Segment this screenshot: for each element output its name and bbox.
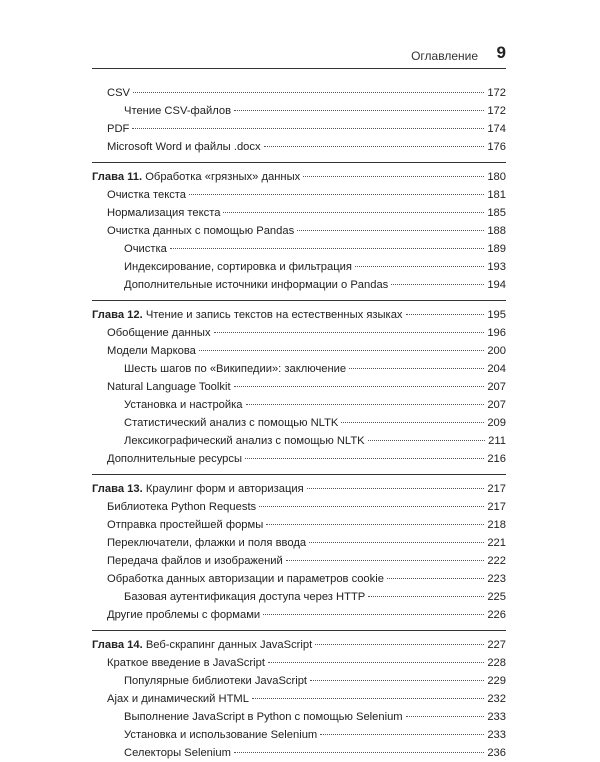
toc-entry-text: Установка и настройка	[124, 399, 243, 411]
toc-entry	[92, 120, 506, 138]
leader-dots	[303, 176, 484, 177]
leader-dots	[387, 578, 484, 579]
leader-dots	[320, 734, 484, 735]
toc-entry-text: Ajax и динамический HTML	[107, 693, 249, 705]
toc-entry-text: Microsoft Word и файлы .docx	[107, 141, 261, 153]
chapter-page: 227	[487, 639, 506, 651]
leader-dots	[341, 422, 484, 423]
toc-entry	[92, 606, 506, 624]
leader-dots	[189, 194, 484, 195]
toc-entry	[92, 570, 506, 588]
chapter-heading	[92, 480, 506, 498]
toc-pre-section	[92, 84, 506, 156]
toc-entry	[92, 654, 506, 672]
chapter-title: Веб-скрапинг данных JavaScript	[145, 639, 313, 651]
toc-entry-page: 221	[487, 537, 506, 549]
running-title: Оглавление	[411, 49, 478, 63]
chapter-title: Чтение и запись текстов на естественных языках	[145, 309, 403, 321]
leader-dots	[315, 644, 484, 645]
toc-entry-page: 228	[487, 657, 506, 669]
toc-entry	[92, 138, 506, 156]
leader-dots	[309, 542, 484, 543]
toc-entry-text: Очистка текста	[107, 189, 187, 201]
leader-dots	[245, 458, 484, 459]
toc-entry	[92, 450, 506, 468]
toc-entry	[92, 516, 506, 534]
toc-entry-text: Очистка данных с помощью Pandas	[107, 225, 295, 237]
toc-entry	[92, 708, 506, 726]
chapter-title: Обработка «грязных» данных	[145, 171, 301, 183]
toc-entry	[92, 102, 506, 120]
toc-entry-text: PDF	[107, 123, 130, 135]
chapter-label: Глава 14.	[92, 639, 143, 651]
toc-entry	[92, 414, 506, 432]
toc-entry	[92, 726, 506, 744]
toc-entry-text: Очистка	[124, 243, 167, 255]
toc-entry-page: 225	[487, 591, 506, 603]
table-of-contents	[92, 84, 506, 762]
leader-dots	[214, 332, 485, 333]
toc-entry-text: Нормализация текста	[107, 207, 221, 219]
toc-entry-page: 209	[487, 417, 506, 429]
toc-entry-page: 172	[487, 87, 506, 99]
page-number: 9	[496, 43, 506, 62]
toc-entry-page: 207	[487, 381, 506, 393]
leader-dots	[266, 524, 484, 525]
toc-entry-page: 174	[487, 123, 506, 135]
toc-entry	[92, 588, 506, 606]
toc-entry	[92, 690, 506, 708]
toc-entry-text: Дополнительные источники информации о Pandas	[124, 279, 389, 291]
leader-dots	[133, 92, 484, 93]
toc-entry-page: 232	[487, 693, 506, 705]
toc-entry	[92, 324, 506, 342]
chapter-page: 195	[487, 309, 506, 321]
toc-entry-text: Обработка данных авторизации и параметров cookie	[107, 573, 384, 585]
chapter-label: Глава 13.	[92, 483, 143, 495]
toc-entry	[92, 672, 506, 690]
toc-entry	[92, 360, 506, 378]
toc-entry-page: 233	[487, 711, 506, 723]
chapter-heading	[92, 306, 506, 324]
leader-dots	[234, 110, 484, 111]
leader-dots	[132, 128, 484, 129]
toc-entry-page: 172	[487, 105, 506, 117]
toc-entry-text: Передача файлов и изображений	[107, 555, 283, 567]
chapter-title: Краулинг форм и авторизация	[145, 483, 304, 495]
leader-dots	[259, 506, 484, 507]
toc-entry-page: 189	[487, 243, 506, 255]
chapter-page: 217	[487, 483, 506, 495]
toc-entry-text: Установка и использование Selenium	[124, 729, 318, 741]
toc-entry-text: Выполнение JavaScript в Python с помощью Selenium	[124, 711, 403, 723]
toc-entry-text: Краткое введение в JavaScript	[107, 657, 265, 669]
page-header	[92, 42, 506, 69]
toc-entry-page: 185	[487, 207, 506, 219]
toc-chapter	[92, 474, 506, 624]
leader-dots	[349, 368, 484, 369]
toc-entry	[92, 552, 506, 570]
chapter-heading	[92, 168, 506, 186]
toc-entry-text: Natural Language Toolkit	[107, 381, 231, 393]
toc-chapter	[92, 162, 506, 294]
toc-entry	[92, 204, 506, 222]
toc-entry-page: 196	[487, 327, 506, 339]
toc-entry	[92, 396, 506, 414]
toc-entry-text: Шесть шагов по «Википедии»: заключение	[124, 363, 347, 375]
chapter-page: 180	[487, 171, 506, 183]
toc-entry-page: 229	[487, 675, 506, 687]
toc-entry	[92, 744, 506, 762]
toc-entry-page: 226	[487, 609, 506, 621]
toc-entry-page: 204	[487, 363, 506, 375]
leader-dots	[234, 752, 484, 753]
leader-dots	[252, 698, 484, 699]
toc-entry	[92, 378, 506, 396]
toc-entry-text: CSV	[107, 87, 131, 99]
toc-entry-page: 176	[487, 141, 506, 153]
leader-dots	[264, 146, 485, 147]
toc-entry-page: 218	[487, 519, 506, 531]
leader-dots	[307, 488, 485, 489]
toc-entry-page: 216	[487, 453, 506, 465]
toc-entry	[92, 84, 506, 102]
toc-entry	[92, 258, 506, 276]
toc-entry-page: 194	[487, 279, 506, 291]
toc-entry-page: 223	[487, 573, 506, 585]
leader-dots	[406, 314, 485, 315]
leader-dots	[355, 266, 484, 267]
toc-entry	[92, 276, 506, 294]
toc-entry-page: 193	[487, 261, 506, 273]
toc-entry-text: Статистический анализ с помощью NLTK	[124, 417, 339, 429]
leader-dots	[234, 386, 485, 387]
toc-entry	[92, 498, 506, 516]
toc-entry-text: Другие проблемы с формами	[107, 609, 261, 621]
toc-entry-page: 222	[487, 555, 506, 567]
leader-dots	[170, 248, 484, 249]
chapter-label: Глава 12.	[92, 309, 143, 321]
leader-dots	[297, 230, 484, 231]
toc-entry-page: 211	[488, 435, 506, 447]
toc-entry	[92, 432, 506, 450]
leader-dots	[199, 350, 484, 351]
leader-dots	[268, 662, 484, 663]
toc-entry-text: Обобщение данных	[107, 327, 211, 339]
toc-entry	[92, 240, 506, 258]
chapter-heading	[92, 636, 506, 654]
toc-entry-text: Лексикографический анализ с помощью NLTK	[124, 435, 365, 447]
toc-entry-text: Библиотека Python Requests	[107, 501, 257, 513]
toc-entry	[92, 186, 506, 204]
toc-entry-page: 207	[487, 399, 506, 411]
leader-dots	[368, 596, 484, 597]
chapter-label: Глава 11.	[92, 171, 143, 183]
leader-dots	[368, 440, 486, 441]
leader-dots	[391, 284, 484, 285]
toc-entry-page: 188	[487, 225, 506, 237]
toc-entry-page: 233	[487, 729, 506, 741]
toc-entry-text: Популярные библиотеки JavaScript	[124, 675, 308, 687]
toc-entry	[92, 534, 506, 552]
toc-chapter	[92, 300, 506, 468]
toc-entry	[92, 342, 506, 360]
toc-chapter	[92, 630, 506, 762]
toc-entry-text: Индексирование, сортировка и фильтрация	[124, 261, 352, 273]
leader-dots	[223, 212, 484, 213]
leader-dots	[406, 716, 485, 717]
toc-entry-text: Отправка простейшей формы	[107, 519, 264, 531]
toc-entry	[92, 222, 506, 240]
toc-entry-page: 217	[487, 501, 506, 513]
toc-entry-page: 181	[487, 189, 506, 201]
toc-entry-text: Дополнительные ресурсы	[107, 453, 243, 465]
leader-dots	[310, 680, 484, 681]
leader-dots	[286, 560, 485, 561]
toc-entry-page: 236	[487, 747, 506, 759]
toc-entry-text: Чтение CSV-файлов	[124, 105, 232, 117]
leader-dots	[246, 404, 485, 405]
toc-entry-page: 200	[487, 345, 506, 357]
toc-entry-text: Модели Маркова	[107, 345, 196, 357]
toc-entry-text: Селекторы Selenium	[124, 747, 231, 759]
toc-entry-text: Базовая аутентификация доступа через HTTP	[124, 591, 366, 603]
leader-dots	[263, 614, 484, 615]
toc-entry-text: Переключатели, флажки и поля ввода	[107, 537, 307, 549]
